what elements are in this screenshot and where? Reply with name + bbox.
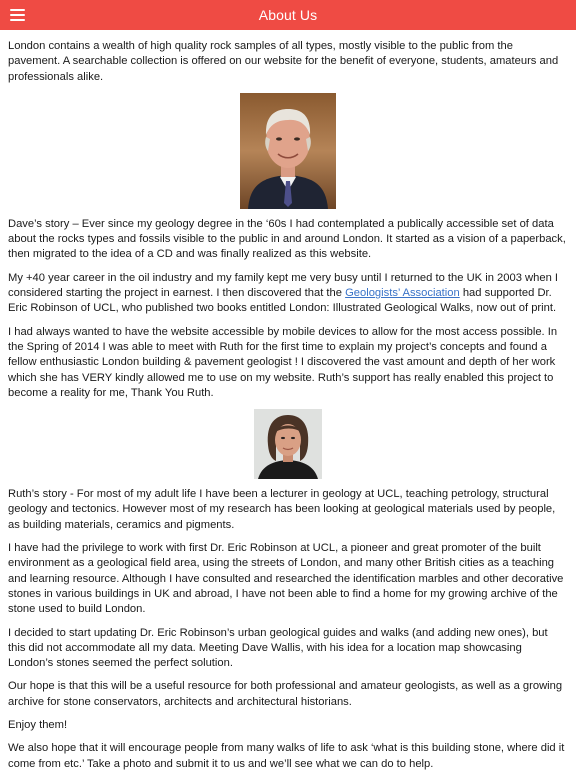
hamburger-menu-icon[interactable] [6,4,28,26]
career-text-start: My +40 year career in the oil industry and my family kept me very busy until I returned to the UK in 2003 when I considered starting the project in earnest. I then discovered that the [8,271,559,300]
encourage-paragraph: We also hope that it will encourage people from many walks of life to ask ‘what is this building stone, where did it come from etc.’ Take a photo and submit it to us and we’ll see what we can do to help. [8,742,565,770]
dave-photo-container [8,93,568,209]
career-text-end: had supported Dr. Eric Robinson of UCL, who published two books entitled London: Illustrated Geological Walks, now out of print. [8,287,557,315]
about-content [0,30,576,772]
menu-line [10,14,25,16]
menu-line [10,9,25,11]
enjoy-paragraph: Enjoy them! [8,719,68,732]
ruth-photo [254,409,322,479]
dave-story-paragraph: Dave’s story – Ever since my geology degree in the ‘60s I had contemplated a publically accessible set of data about the rocks types and fossils visible to the public in and around London. It started as a vision of a paperback, then migrated to the idea of a CD and was finally realized as this website. [8,217,566,261]
ruth-photo-container [8,409,568,479]
dave-photo [240,93,336,209]
intro-paragraph: London contains a wealth of high quality rock samples of all types, mostly visible to the public from the pavement. A searchable collection is offered on our website for the benefit of everyone, students, amateurs and professionals alike. [8,40,559,83]
updating-paragraph: I decided to start updating Dr. Eric Robinson’s urban geological guides and walks (and adding new ones), but this did not accommodate all my data. Meeting Dave Wallis, with his idea for a location map showcasing London’s stones seemed the perfect solution. [8,626,548,670]
nav-bar [0,0,576,30]
menu-line [10,19,25,21]
ruth-story-paragraph: Ruth’s story - For most of my adult life I have been a lecturer in geology at UCL, teaching petrology, structural geology and tectonics. However most of my research has been looking at geological materials used by people, as building materials, ceramics and pigments. [8,488,556,531]
mobile-paragraph: I had always wanted to have the website accessible by mobile devices to allow for the most access possible. In the Spring of 2014 I was able to meet with Ruth for the first time to explain my project’s concepts and found a fellow enthusiastic London building & pavement geologist ! I discovered the vast amount and depth of her work which she has VERY kindly allowed me to use on my website. Ruth’s support has really enabled this project to become a reality for me, Thank You Ruth. [8,325,558,399]
career-paragraph [8,271,568,317]
page-title: About Us [258,7,318,23]
hope-paragraph: Our hope is that this will be a useful resource for both professional and amateur geologists, as well as a growing archive for stone conservators, architects and architectural historians. [8,680,563,708]
privilege-paragraph: I have had the privilege to work with first Dr. Eric Robinson at UCL, a pioneer and great promoter of the built environment as a geological field area, using the streets of London, and many other British cities as a teaching and learning resource. Although I have consulted and researched the identification marbles and other decorative stones in various buildings in UK and abroad, I have not been able to find a home for my growing archive of the stone used to build London. [8,542,564,616]
geologists-association-link[interactable]: Geologists’ Association [345,287,460,300]
